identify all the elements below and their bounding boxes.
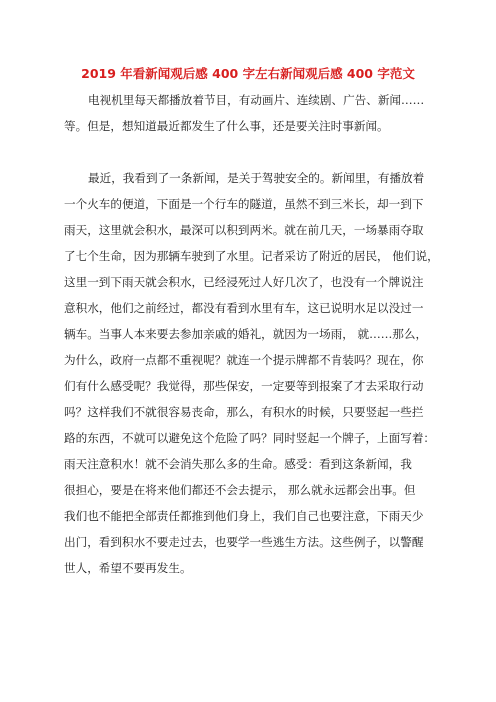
paragraph-1-line: 等。但是，想知道最近都发生了什么事，还是要关注时事新闻。 — [64, 119, 389, 133]
paragraph-2-line: 们有什么感受呢？我觉得，那些保安，一定要等到报案了才去采取行动 — [64, 379, 424, 393]
paragraph-2-line: 很担心，要是在将来他们都还不会去提示， 那么就永远都会出事。但 — [64, 483, 416, 497]
paragraph-2-line: 出门，看到积水不要走过去，也要学一些逃生方法。这些例子，以警醒 — [64, 535, 424, 549]
paragraph-2-line: 路的东西，不就可以避免这个危险了吗？同时竖起一个牌子，上面写着： — [64, 431, 436, 445]
paragraph-2-line: 最近，我看到了一条新闻，是关于驾驶安全的。新闻里，有播放着 — [88, 171, 425, 185]
paragraph-2-line: 这里一到下雨天就会积水，已经浸死过人好几次了，也没有一个牌说注 — [64, 275, 424, 289]
paragraph-2-line: 辆车。当事人本来要去参加亲戚的婚礼，就因为一场雨， 就……那么， — [64, 327, 428, 341]
paragraph-2-line: 吗？这样我们不就很容易丧命，那么，有积水的时候，只要竖起一些拦 — [64, 405, 424, 419]
paragraph-1-line: 电视机里每天都播放着节目，有动画片、连续剧、广告、新闻…… — [88, 93, 425, 107]
paragraph-2-line: 了七个生命，因为那辆车驶到了水里。记者采访了附近的居民， 他们说， — [64, 249, 439, 263]
paragraph-2-line: 世人，希望不要再发生。 — [64, 561, 192, 575]
paragraph-2-line: 我们也不能把全部责任都推到他们身上，我们自己也要注意，下雨天少 — [64, 509, 424, 523]
document-title: 2019 年看新闻观后感 400 字左右新闻观后感 400 字范文 — [81, 66, 415, 81]
paragraph-2-line: 雨天，这里就会积水，最深可以积到两米。就在前几天，一场暴雨夺取 — [64, 223, 424, 237]
paragraph-2-line: 一个火车的便道，下面是一个行车的隧道，虽然不到三米长，却一到下 — [64, 197, 424, 211]
paragraph-2-line: 意积水，他们之前经过，都没有看到水里有车，这已说明水足以没过一 — [64, 301, 424, 315]
paragraph-2-line: 雨天注意积水！就不会消失那么多的生命。感受：看到这条新闻，我 — [64, 457, 412, 471]
paragraph-2-line: 为什么，政府一点都不重视呢？就连一个提示牌都不肯装吗？现在，你 — [64, 353, 424, 367]
